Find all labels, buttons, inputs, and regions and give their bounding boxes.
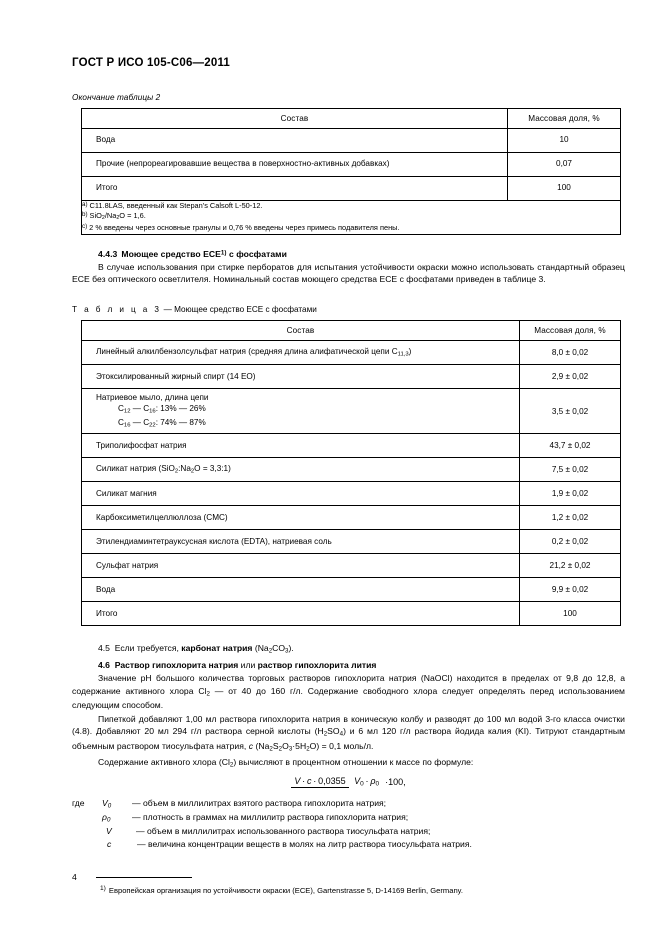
table3-cell-name: Вода <box>82 578 520 602</box>
table2-cell-name: Прочие (непрореагировавшие вещества в поверхностно-активных добавках) <box>82 152 508 176</box>
table-row <box>82 176 621 200</box>
table2-footnotes <box>82 200 621 234</box>
table3-cell-name: Силикат магния <box>82 482 520 506</box>
footnote-marker-b: b) <box>82 211 88 219</box>
table3-cell-name: Сульфат натрия <box>82 554 520 578</box>
table3-cell-name: Итого <box>82 602 520 626</box>
table3-cell-name: Триполифосфат натрия <box>82 434 520 458</box>
table3-cell-value: 0,2 ± 0,02 <box>520 530 621 554</box>
table2-cell-name: Итого <box>82 176 508 200</box>
definition-text: — объем в миллилитрах взятого раствора гипохлорита натрия; <box>132 798 387 809</box>
definitions-lead-word: где <box>72 798 85 809</box>
table3-cell-value: 7,5 ± 0,02 <box>520 458 621 482</box>
table2-notes-row <box>82 200 621 234</box>
table2-footnote-c <box>82 223 620 234</box>
table3-soap-line-2: $C_{16}$ — $C_{22}$: 74% — 87% <box>118 417 206 429</box>
table3-soap-line-1: $C_{12}$ — $C_{16}$: 13% — 26% <box>118 404 206 415</box>
section-4-6-bold-2: раствор гипохлорита лития <box>257 660 377 671</box>
table-row <box>82 458 621 482</box>
footnote-marker-c: c) <box>82 223 88 231</box>
definition-text: — величина концентрации веществ в молях на литр раствора тиосульфата натрия. <box>137 838 472 849</box>
table3-cell-name: Карбоксиметилцеллюллоза (CMC) <box>82 506 520 530</box>
table3-cell-value: 9,9 ± 0,02 <box>520 578 621 602</box>
table3-cell-value: 8,0 ± 0,02 <box>520 341 621 365</box>
table3-cell-name: Этоксилированный жирный спирт (14 EO) <box>82 365 520 389</box>
table2-body <box>82 128 621 234</box>
formula-tail: ·100, <box>385 776 406 787</box>
definition-row <box>72 825 625 838</box>
definition-row <box>72 797 625 811</box>
table3-caption <box>72 305 625 314</box>
table-row <box>82 602 621 626</box>
section-4-4-3-footnote-ref: 1) <box>220 249 227 257</box>
section-4-5-bold: карбонат натрия <box>181 643 253 654</box>
table3-cell-name: Этилендиаминтетрауксусная кислота (EDTA), натриевая соль <box>82 530 520 554</box>
table-row <box>82 482 621 506</box>
definition-symbol: $\rho_0$ <box>102 812 111 824</box>
section-4-4-3-heading <box>72 249 625 259</box>
section-4-5-lead: Если требуется, <box>114 643 182 654</box>
table-row <box>82 341 621 365</box>
table3-soap-title: Натриевое мыло, длина цепи <box>96 393 209 403</box>
table2-caption: Окончание таблицы 2 <box>72 92 161 102</box>
table3-cell-name: Силикат натрия ($SiO_2:Na_2O$ = 3,3:1) <box>82 458 520 482</box>
table2-cell-name: Вода <box>82 128 508 152</box>
table2-footnote-a <box>82 201 620 212</box>
table3-cell-value: 2,9 ± 0,02 <box>520 365 621 389</box>
table2-cell-value: 0,07 <box>508 152 621 176</box>
table2-footnote-b <box>82 211 620 223</box>
chlorine-content-formula <box>72 776 625 787</box>
section-4-6-paragraph-1: Значение pH большого количества торговых растворов гипохлорита натрия (NaOCl) находится в пределах от 9,8 до 12,8, а содержание активного хлора $Cl_2$ — от 40 до 160 г/л. Содержание свободного хлора следует определять перед использованием следующим способом. <box>72 673 625 710</box>
table-3 <box>81 320 621 626</box>
section-4-6-paragraph-3: Содержание активного хлора $(Cl_2)$ вычисляют в процентном отношении к массе по формуле: <box>98 756 474 769</box>
table3-cell-value: 100 <box>520 602 621 626</box>
section-4-6-bold-1: Раствор гипохлорита натрия <box>114 660 239 671</box>
table2-cell-value: 10 <box>508 128 621 152</box>
page-content <box>72 0 625 896</box>
definition-symbol: $V_0$ <box>102 798 112 810</box>
table3-header-row <box>82 321 621 341</box>
section-4-4-3-number: 4.4.3 <box>98 248 118 259</box>
table3-cell-value: 3,5 ± 0,02 <box>520 389 621 434</box>
formula-fraction <box>291 776 382 787</box>
table3-body <box>82 341 621 626</box>
table-row <box>82 554 621 578</box>
footnote-separator <box>96 877 192 878</box>
section-4-5 <box>72 643 625 654</box>
table2-col-header-composition: Состав <box>82 108 508 128</box>
table3-caption-text: — Моющее средство ECE с фосфатами <box>161 305 317 315</box>
footnote-marker-a: a) <box>82 200 88 208</box>
footnote-text: Европейская организация по устойчивости окраски (ECE), Gartenstrasse 5, D-14169 Berlin, Germany. <box>108 885 464 895</box>
section-4-5-formula: $(Na_2CO_3)$. <box>252 643 294 655</box>
definition-symbol: V <box>106 825 112 836</box>
footnote-text-b: $SiO_2/Na_2O = 1,6$. <box>89 211 146 222</box>
table-2 <box>81 108 621 235</box>
page-footnote <box>100 884 625 896</box>
table3-cell-name: Линейный алкилбензолсульфат натрия (средняя длина алифатической цепи $C_{11,3}$) <box>82 341 520 365</box>
section-4-4-3-title-a: Моющее средство ECE <box>121 248 221 259</box>
footnote-marker: 1) <box>100 884 106 892</box>
table2-cell-value: 100 <box>508 176 621 200</box>
footnote-text-c: 2 % введены через основные гранулы и 0,76 % введены через примесь подавителя пены. <box>89 223 400 233</box>
standard-title: ГОСТ Р ИСО 105-C06—2011 <box>72 57 231 69</box>
table2-head <box>82 108 621 128</box>
table3-head <box>82 321 621 341</box>
table3-col-header-composition: Состав <box>82 321 520 341</box>
table3-caption-label: Т а б л и ц а 3 <box>72 305 162 315</box>
section-4-6-heading <box>72 660 625 670</box>
table-row <box>82 530 621 554</box>
table-row <box>82 578 621 602</box>
table3-cell-value: 1,2 ± 0,02 <box>520 506 621 530</box>
definition-row <box>72 811 625 825</box>
footnote-text-a: C11.8LAS, введенный как Stepan's Calsoft L-50-12. <box>89 200 263 210</box>
definition-text: — плотность в граммах на миллилитр раствора гипохлорита натрия; <box>132 812 409 823</box>
definition-symbol: c <box>107 838 112 849</box>
table-row <box>82 434 621 458</box>
section-4-6-conj: или <box>238 660 258 671</box>
section-4-6-number: 4.6 <box>98 660 110 671</box>
table2-header-row <box>82 108 621 128</box>
table3-col-header-massfraction: Массовая доля, % <box>520 321 621 341</box>
table3-cell-value: 1,9 ± 0,02 <box>520 482 621 506</box>
page-number: 4 <box>72 872 77 882</box>
sections-after-table3 <box>72 643 625 896</box>
table3-cell-value: 21,2 ± 0,02 <box>520 554 621 578</box>
table-row <box>82 152 621 176</box>
formula-denominator: $V_0 \cdot \rho_0$ <box>354 776 380 788</box>
table3-cell-value: 43,7 ± 0,02 <box>520 434 621 458</box>
formula-definitions <box>72 797 625 850</box>
table-row <box>82 128 621 152</box>
table-row <box>82 506 621 530</box>
section-4-4-3-paragraph: В случае использования при стирке перборатов для испытания устойчивости окраски можно использовать стандартный образец ECE без оптического осветлителя. Номинальный состав моющего средства ECE с фосфатами приведен в таблице 3. <box>72 261 625 285</box>
table2-col-header-massfraction: Массовая доля, % <box>508 108 621 128</box>
table-row <box>82 365 621 389</box>
table3-cell-name-soap <box>82 389 520 434</box>
table-row <box>82 389 621 434</box>
section-4-5-number: 4.5 <box>98 643 110 654</box>
section-4-6-paragraph-2: Пипеткой добавляют 1,00 мл раствора гипохлорита натрия в коническую колбу и разводят до 100 мл водой 3-го класса очистки (4.8). Добавляют 20 мл 294 г/л раствора серной кислоты $(H_2SO_4)$ и 6 мл 120 г/л раствора йодида калия (KI). Титруют стандартным объемным раствором тиосульфата натрия, c $(Na_2S_2O_3\cdot 5H_2O) = 0,1$ моль/л. <box>72 714 625 752</box>
definition-row <box>72 838 625 851</box>
definition-text: — объем в миллилитрах использованного раствора тиосульфата натрия; <box>136 825 431 836</box>
section-4-4-3-title-b: с фосфатами <box>226 248 287 259</box>
formula-numerator: V · c · 0,0355 <box>291 776 348 788</box>
